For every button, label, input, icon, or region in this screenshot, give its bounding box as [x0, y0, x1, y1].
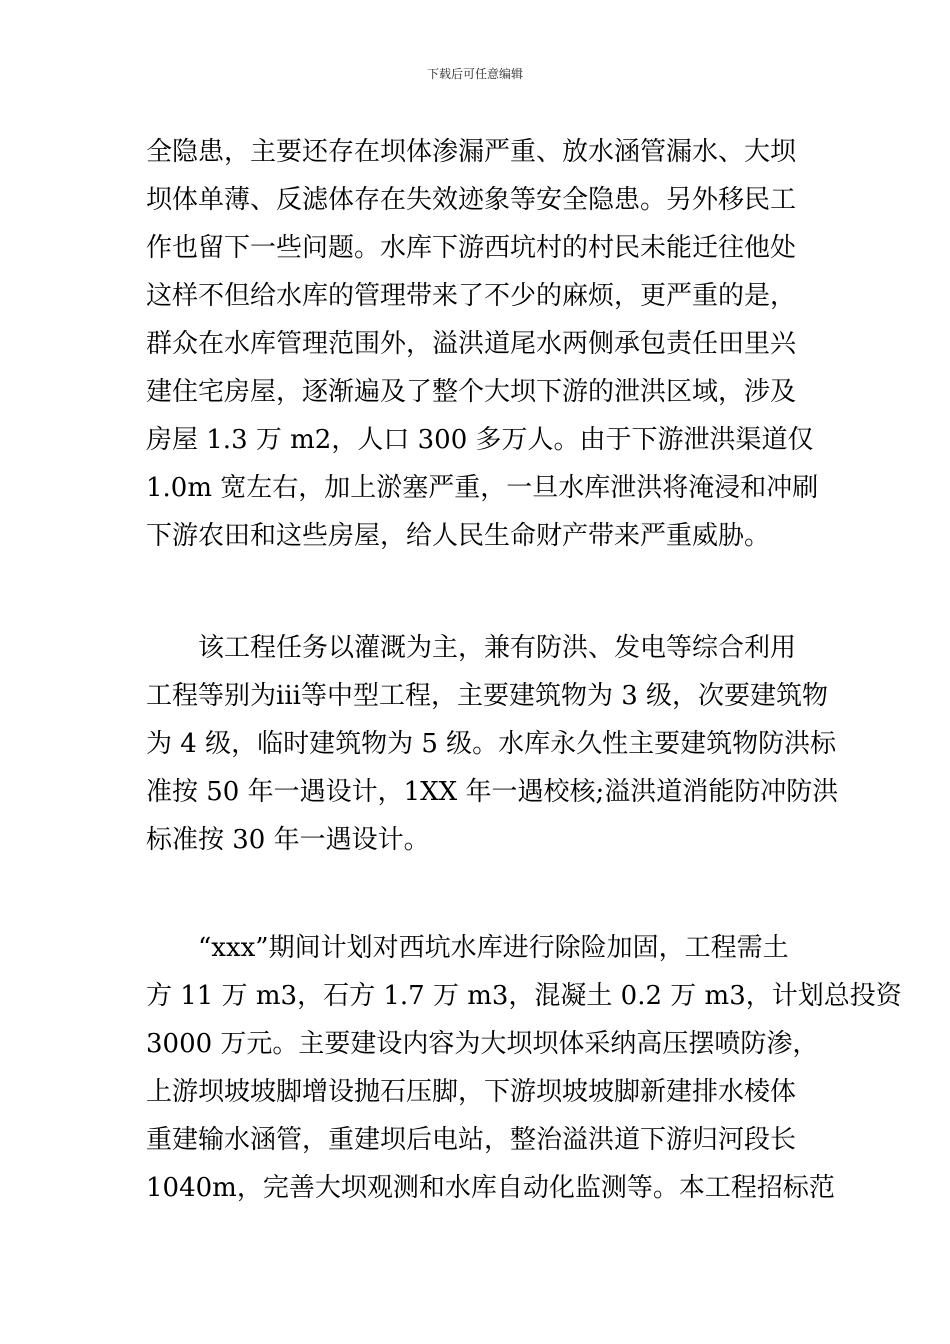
text-line: 上游坝坡坡脚增设抛石压脚，下游坝坡坡脚新建排水棱体: [146, 1077, 797, 1107]
text-line: 全隐患，主要还存在坝体渗漏严重、放水涵管漏水、大坝: [146, 137, 797, 167]
text-line: 重建输水涵管，重建坝后电站，整治溢洪道下游归河段长: [146, 1125, 797, 1155]
page-header: 下载后可任意编辑: [426, 67, 523, 81]
text-line: 1.0m 宽左右，加上淤塞严重，一旦水库泄洪将淹浸和冲刷: [146, 473, 819, 503]
text-line: 作也留下一些问题。水库下游西坑村的村民未能迁往他处: [146, 233, 797, 263]
text-line: 该工程任务以灌溉为主，兼有防洪、发电等综合利用: [198, 633, 797, 663]
text-line: 建住宅房屋，逐渐遍及了整个大坝下游的泄洪区域，涉及: [146, 377, 797, 407]
text-line: 下游农田和这些房屋，给人民生命财产带来严重威胁。: [146, 521, 771, 551]
text-line: 这样不但给水库的管理带来了不少的麻烦，更严重的是，: [146, 281, 797, 311]
text-line: 房屋 1.3 万 m2，人口 300 多万人。由于下游泄洪渠道仅: [146, 425, 814, 455]
text-line: 1040m，完善大坝观测和水库自动化监测等。本工程招标范: [146, 1173, 835, 1203]
text-line: 坝体单薄、反滤体存在失效迹象等安全隐患。另外移民工: [146, 185, 797, 215]
text-line: 3000 万元。主要建设内容为大坝坝体采纳高压摆喷防渗，: [146, 1029, 819, 1059]
text-line: 标准按 30 年一遇设计。: [146, 825, 430, 855]
paragraph-1: [146, 128, 819, 560]
text-line: 群众在水库管理范围外，溢洪道尾水两侧承包责任田里兴: [146, 329, 797, 359]
text-line: 工程等别为iii等中型工程，主要建筑物为 3 级，次要建筑物: [146, 681, 829, 711]
paragraph-2: [146, 624, 839, 864]
text-line: 为 4 级，临时建筑物为 5 级。水库永久性主要建筑物防洪标: [146, 729, 837, 759]
paragraph-3: [146, 924, 902, 1212]
text-line: “xxx”期间计划对西坑水库进行除险加固，工程需土: [198, 933, 789, 963]
text-line: 方 11 万 m3，石方 1.7 万 m3，混凝土 0.2 万 m3，计划总投资: [146, 981, 902, 1011]
text-line: 准按 50 年一遇设计，1XX 年一遇校核;溢洪道消能防冲防洪: [146, 777, 839, 807]
